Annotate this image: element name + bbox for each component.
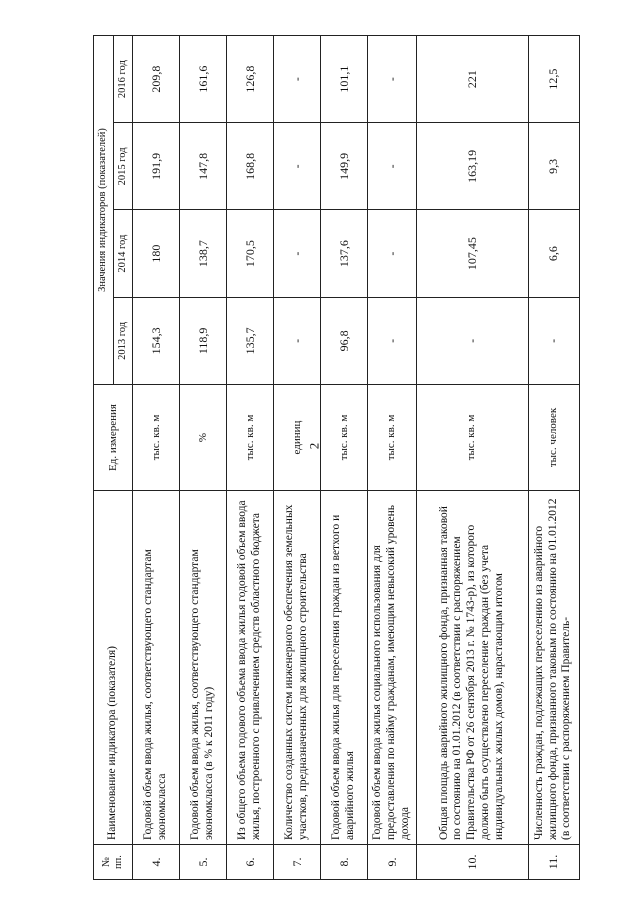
row-value: 137,6	[321, 210, 368, 297]
row-unit: тыс. кв. м	[227, 385, 274, 491]
row-value: 9,3	[528, 123, 579, 210]
row-unit: тыс. человек	[528, 385, 579, 491]
row-num: 8.	[321, 845, 368, 880]
row-value: -	[368, 210, 416, 297]
row-value: 149,9	[321, 123, 368, 210]
row-value: 135,7	[227, 297, 274, 384]
row-value: 101,1	[321, 36, 368, 123]
table-row	[180, 36, 227, 880]
page-number: 2	[306, 442, 322, 450]
row-name: Из общего объема годового объема ввода жилья годовой объем ввода жилья, построенного с привлечением средств областного бюджета	[227, 491, 274, 845]
table-row	[416, 36, 528, 880]
row-num: 4.	[133, 845, 180, 880]
row-value: 191,9	[133, 123, 180, 210]
row-unit: тыс. кв. м	[368, 385, 416, 491]
row-value: -	[416, 297, 528, 384]
row-value: -	[368, 36, 416, 123]
table-row	[274, 36, 321, 880]
header-year: 2014 год	[113, 210, 133, 297]
row-name: Годовой объем ввода жилья для переселения граждан из ветхого и аварийного жилья	[321, 491, 368, 845]
row-value: 168,8	[227, 123, 274, 210]
row-value: 96,8	[321, 297, 368, 384]
table-row	[227, 36, 274, 880]
row-unit: тыс. кв. м	[321, 385, 368, 491]
row-value: 170,5	[227, 210, 274, 297]
row-name: Общая площадь аварийного жилищного фонда, признанная таковой по состоянию на 01.01.2012 (в соответствии с распоряжением Правительства РФ от 26 сентября 2013 г. № 1743-р), из которого должно быть осуществлено переселение граждан (без учета индивидуальных жилых домов), нарастающим итогом	[416, 491, 528, 845]
row-value: -	[368, 297, 416, 384]
row-value: 161,6	[180, 36, 227, 123]
table-row	[321, 36, 368, 880]
table-row	[133, 36, 180, 880]
row-value: -	[274, 123, 321, 210]
row-value: -	[368, 123, 416, 210]
header-values-group: Значения индикаторов (показателей)	[94, 36, 114, 385]
row-num: 5.	[180, 845, 227, 880]
row-value: 163,19	[416, 123, 528, 210]
row-value: 180	[133, 210, 180, 297]
row-value: -	[274, 36, 321, 123]
row-name: Годовой объем ввода жилья социального использования для предоставления по найму гражданам, имеющим невысокий уровень дохода	[368, 491, 416, 845]
header-name: Наименование индикатора (показателя)	[94, 491, 133, 845]
row-num: 10.	[416, 845, 528, 880]
header-year: 2016 год	[113, 36, 133, 123]
row-name: Численность граждан, подлежащих переселению из аварийного жилищного фонда, признанного таковым по состоянию на 01.01.2012 (в соответствии с распоряжением Правитель-	[528, 491, 579, 845]
header-year: 2015 год	[113, 123, 133, 210]
table-row	[528, 36, 579, 880]
row-name: Годовой объем ввода жилья, соответствующего стандартам экономкласса (в % к 2011 году)	[180, 491, 227, 845]
row-unit: тыс. кв. м	[133, 385, 180, 491]
header-num: № пп.	[94, 845, 133, 880]
row-value: 126,8	[227, 36, 274, 123]
row-value: -	[274, 297, 321, 384]
row-name: Годовой объем ввода жилья, соответствующего стандартам экономкласса	[133, 491, 180, 845]
row-num: 6.	[227, 845, 274, 880]
row-value: 118,9	[180, 297, 227, 384]
table-row	[368, 36, 416, 880]
row-value: 209,8	[133, 36, 180, 123]
row-value: 138,7	[180, 210, 227, 297]
row-value: 107,45	[416, 210, 528, 297]
header-unit: Ед. измерения	[94, 385, 133, 491]
row-value: 154,3	[133, 297, 180, 384]
row-value: -	[274, 210, 321, 297]
row-num: 9.	[368, 845, 416, 880]
row-unit: единиц	[274, 385, 321, 491]
row-value: 147,8	[180, 123, 227, 210]
row-num: 7.	[274, 845, 321, 880]
indicators-table	[93, 35, 580, 880]
row-unit: %	[180, 385, 227, 491]
row-value: 12,5	[528, 36, 579, 123]
row-num: 11.	[528, 845, 579, 880]
row-value: 221	[416, 36, 528, 123]
row-name: Количество созданных систем инженерного обеспечения земельных участков, предназначенных для жилищного строительства	[274, 491, 321, 845]
row-value: 6,6	[528, 210, 579, 297]
row-unit: тыс. кв. м	[416, 385, 528, 491]
header-year: 2013 год	[113, 297, 133, 384]
row-value: -	[528, 297, 579, 384]
